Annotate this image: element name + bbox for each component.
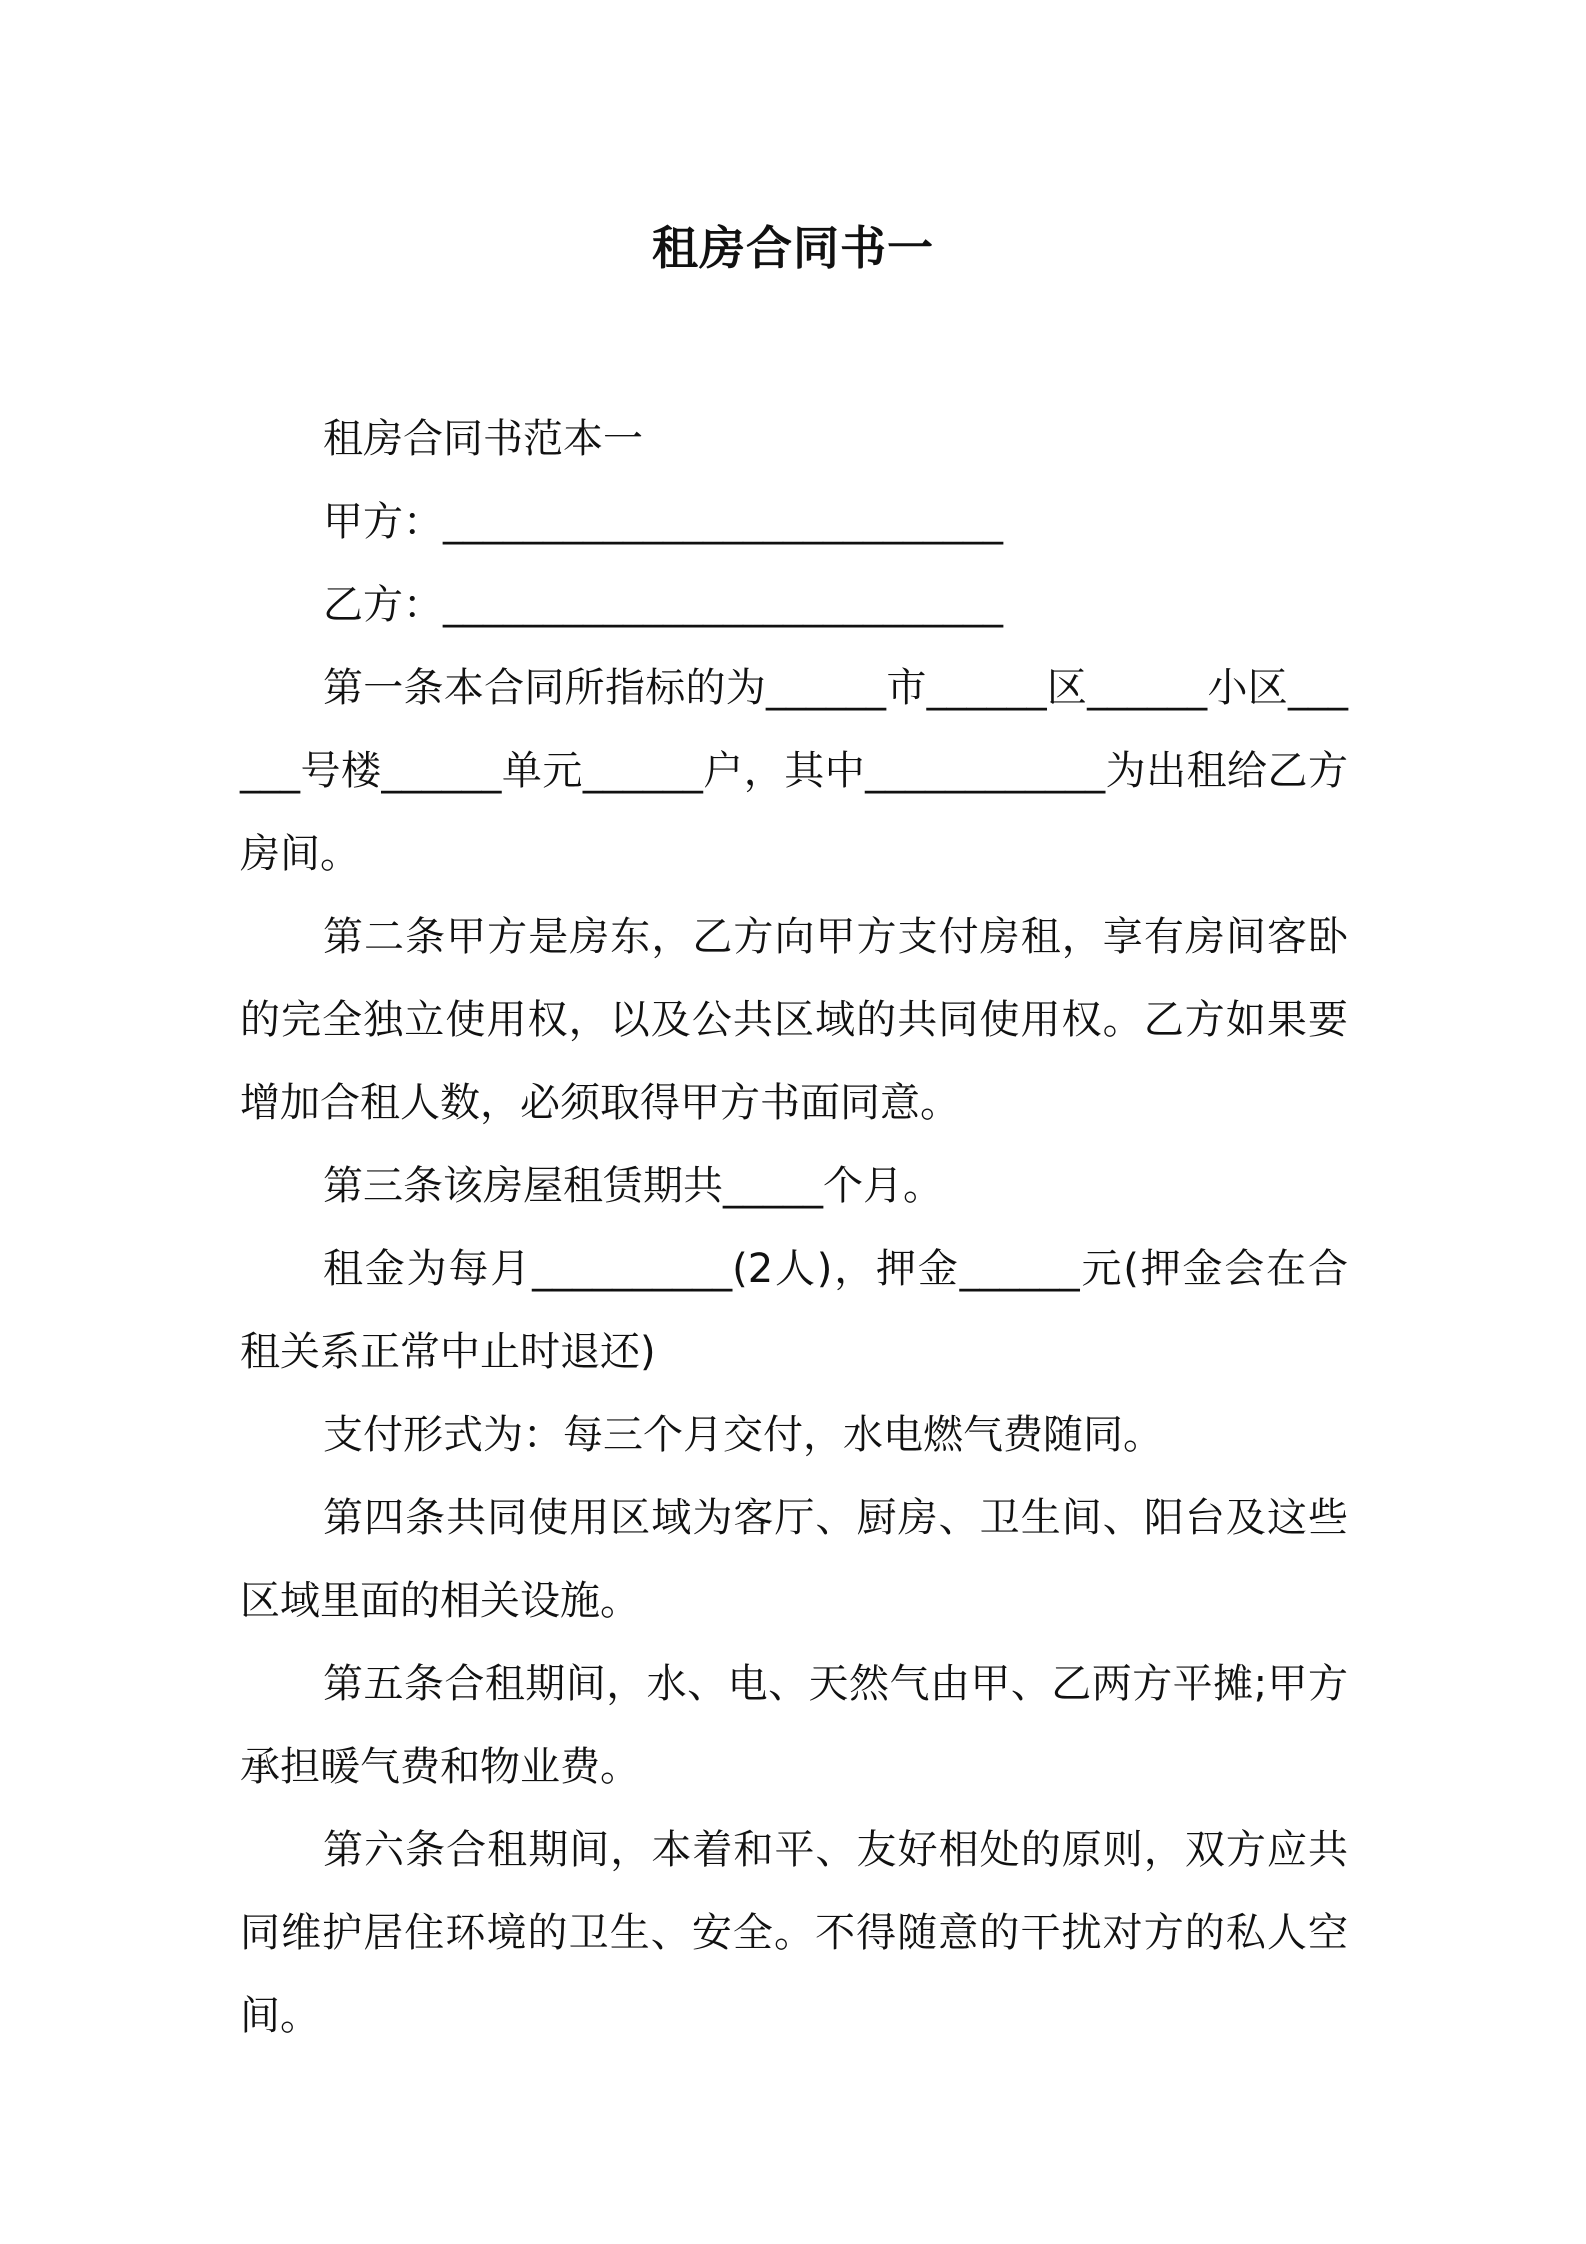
article-3-paragraph: 第三条该房屋租赁期共_____个月。 xyxy=(323,1163,943,1209)
rent-paragraph: 租金为每月__________(2人)，押金______元(押金会在合租关系正常中止时退还) xyxy=(240,1246,1348,1375)
document-title: 租房合同书一 xyxy=(652,221,934,275)
party-b-line: 乙方：____________________________ xyxy=(323,582,1003,628)
article-5-paragraph: 第五条合租期间，水、电、天然气由甲、乙两方平摊;甲方承担暖气费和物业费。 xyxy=(240,1661,1348,1790)
document-body xyxy=(240,398,1348,2058)
article-2-paragraph: 第二条甲方是房东，乙方向甲方支付房租，享有房间客卧的完全独立使用权，以及公共区域的共同使用权。乙方如果要增加合租人数，必须取得甲方书面同意。 xyxy=(240,914,1348,1126)
party-a-line: 甲方：____________________________ xyxy=(323,499,1003,545)
article-1-paragraph: 第一条本合同所指标的为______市______区______小区______号楼______单元______户，其中____________为出租给乙方房间。 xyxy=(240,665,1348,877)
payment-paragraph: 支付形式为：每三个月交付，水电燃气费随同。 xyxy=(323,1412,1163,1458)
subtitle-paragraph: 租房合同书范本一 xyxy=(323,416,643,462)
article-6-paragraph: 第六条合租期间，本着和平、友好相处的原则，双方应共同维护居住环境的卫生、安全。不得随意的干扰对方的私人空间。 xyxy=(240,1827,1348,2039)
article-4-paragraph: 第四条共同使用区域为客厅、厨房、卫生间、阳台及这些区域里面的相关设施。 xyxy=(240,1495,1348,1624)
